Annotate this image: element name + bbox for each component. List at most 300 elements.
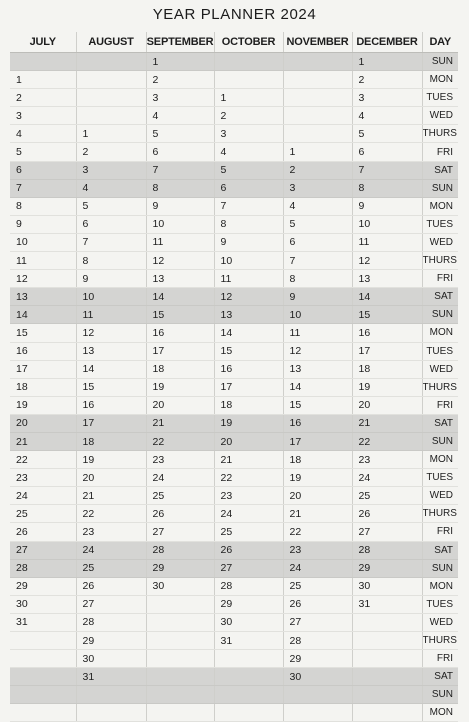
september-cell: 13 <box>146 270 214 288</box>
july-cell <box>10 704 76 722</box>
table-row <box>10 71 458 89</box>
september-cell: 17 <box>146 342 214 360</box>
september-cell: 27 <box>146 523 214 541</box>
august-cell: 23 <box>76 523 146 541</box>
october-cell: 29 <box>214 595 283 613</box>
page-title: YEAR PLANNER 2024 <box>152 6 317 23</box>
header-august: AUGUST <box>76 32 146 53</box>
october-cell: 5 <box>214 161 283 179</box>
day-cell: SAT <box>422 288 458 306</box>
day-cell: TUES <box>422 342 458 360</box>
july-cell: 29 <box>10 577 76 595</box>
october-cell: 6 <box>214 179 283 197</box>
october-cell: 2 <box>214 107 283 125</box>
august-cell: 24 <box>76 541 146 559</box>
august-cell <box>76 71 146 89</box>
table-row <box>10 215 458 233</box>
october-cell: 7 <box>214 197 283 215</box>
july-cell: 13 <box>10 288 76 306</box>
october-cell: 21 <box>214 451 283 469</box>
day-cell: THURS <box>422 378 458 396</box>
day-cell: FRI <box>422 650 458 668</box>
december-cell: 15 <box>352 306 422 324</box>
november-cell: 17 <box>283 432 352 450</box>
july-cell: 9 <box>10 215 76 233</box>
table-row <box>10 541 458 559</box>
october-cell: 15 <box>214 342 283 360</box>
december-cell: 8 <box>352 179 422 197</box>
december-cell: 5 <box>352 125 422 143</box>
october-cell: 26 <box>214 541 283 559</box>
day-cell: TUES <box>422 89 458 107</box>
november-cell: 13 <box>283 360 352 378</box>
table-row <box>10 360 458 378</box>
november-cell <box>283 53 352 71</box>
september-cell: 22 <box>146 432 214 450</box>
day-cell: MON <box>422 197 458 215</box>
october-cell: 27 <box>214 559 283 577</box>
december-cell <box>352 613 422 631</box>
table-row <box>10 143 458 161</box>
july-cell: 1 <box>10 71 76 89</box>
december-cell: 26 <box>352 505 422 523</box>
august-cell: 31 <box>76 668 146 686</box>
november-cell: 19 <box>283 469 352 487</box>
october-cell: 17 <box>214 378 283 396</box>
august-cell: 2 <box>76 143 146 161</box>
september-cell <box>146 632 214 650</box>
day-cell: WED <box>422 613 458 631</box>
table-row <box>10 89 458 107</box>
november-cell: 10 <box>283 306 352 324</box>
day-cell: SUN <box>422 432 458 450</box>
december-cell: 24 <box>352 469 422 487</box>
planner-table <box>10 32 458 722</box>
table-row <box>10 270 458 288</box>
november-cell: 16 <box>283 414 352 432</box>
day-cell: WED <box>422 360 458 378</box>
september-cell: 29 <box>146 559 214 577</box>
day-cell: TUES <box>422 595 458 613</box>
october-cell: 1 <box>214 89 283 107</box>
september-cell: 9 <box>146 197 214 215</box>
july-cell <box>10 53 76 71</box>
table-row <box>10 559 458 577</box>
november-cell: 6 <box>283 233 352 251</box>
october-cell: 8 <box>214 215 283 233</box>
september-cell <box>146 668 214 686</box>
september-cell: 20 <box>146 396 214 414</box>
july-cell: 30 <box>10 595 76 613</box>
july-cell: 17 <box>10 360 76 378</box>
july-cell: 5 <box>10 143 76 161</box>
july-cell: 11 <box>10 252 76 270</box>
august-cell: 22 <box>76 505 146 523</box>
day-cell: MON <box>422 704 458 722</box>
august-cell: 17 <box>76 414 146 432</box>
december-cell: 11 <box>352 233 422 251</box>
september-cell: 14 <box>146 288 214 306</box>
day-cell: THURS <box>422 125 458 143</box>
december-cell: 28 <box>352 541 422 559</box>
july-cell: 24 <box>10 487 76 505</box>
november-cell: 1 <box>283 143 352 161</box>
august-cell: 20 <box>76 469 146 487</box>
october-cell: 20 <box>214 432 283 450</box>
october-cell <box>214 71 283 89</box>
september-cell: 28 <box>146 541 214 559</box>
september-cell: 30 <box>146 577 214 595</box>
august-cell: 10 <box>76 288 146 306</box>
table-row <box>10 342 458 360</box>
august-cell: 28 <box>76 613 146 631</box>
july-cell <box>10 668 76 686</box>
october-cell: 30 <box>214 613 283 631</box>
day-cell: SAT <box>422 541 458 559</box>
december-cell <box>352 704 422 722</box>
table-row <box>10 595 458 613</box>
september-cell <box>146 704 214 722</box>
november-cell: 4 <box>283 197 352 215</box>
july-cell: 22 <box>10 451 76 469</box>
day-cell: MON <box>422 451 458 469</box>
august-cell: 21 <box>76 487 146 505</box>
july-cell: 28 <box>10 559 76 577</box>
day-cell: FRI <box>422 270 458 288</box>
table-row <box>10 107 458 125</box>
december-cell <box>352 686 422 704</box>
november-cell: 11 <box>283 324 352 342</box>
table-row <box>10 378 458 396</box>
july-cell: 25 <box>10 505 76 523</box>
august-cell <box>76 704 146 722</box>
table-row <box>10 487 458 505</box>
december-cell: 14 <box>352 288 422 306</box>
september-cell: 23 <box>146 451 214 469</box>
september-cell <box>146 595 214 613</box>
december-cell: 3 <box>352 89 422 107</box>
day-cell: SAT <box>422 414 458 432</box>
day-cell: SAT <box>422 668 458 686</box>
november-cell: 3 <box>283 179 352 197</box>
table-row <box>10 306 458 324</box>
july-cell: 18 <box>10 378 76 396</box>
december-cell: 10 <box>352 215 422 233</box>
august-cell: 11 <box>76 306 146 324</box>
november-cell: 18 <box>283 451 352 469</box>
table-row <box>10 179 458 197</box>
october-cell: 13 <box>214 306 283 324</box>
october-cell <box>214 53 283 71</box>
december-cell: 19 <box>352 378 422 396</box>
september-cell: 12 <box>146 252 214 270</box>
september-cell: 16 <box>146 324 214 342</box>
november-cell: 26 <box>283 595 352 613</box>
november-cell <box>283 107 352 125</box>
day-cell: SAT <box>422 161 458 179</box>
header-day: DAY <box>422 32 458 53</box>
november-cell: 7 <box>283 252 352 270</box>
august-cell: 18 <box>76 432 146 450</box>
november-cell <box>283 89 352 107</box>
november-cell: 12 <box>283 342 352 360</box>
november-cell: 9 <box>283 288 352 306</box>
september-cell: 7 <box>146 161 214 179</box>
table-row <box>10 161 458 179</box>
december-cell: 27 <box>352 523 422 541</box>
table-row <box>10 252 458 270</box>
july-cell: 2 <box>10 89 76 107</box>
august-cell: 12 <box>76 324 146 342</box>
december-cell: 4 <box>352 107 422 125</box>
december-cell: 20 <box>352 396 422 414</box>
july-cell: 6 <box>10 161 76 179</box>
table-row <box>10 288 458 306</box>
november-cell: 20 <box>283 487 352 505</box>
october-cell <box>214 668 283 686</box>
december-cell: 31 <box>352 595 422 613</box>
day-cell: FRI <box>422 143 458 161</box>
september-cell: 10 <box>146 215 214 233</box>
july-cell: 15 <box>10 324 76 342</box>
table-row <box>10 632 458 650</box>
july-cell: 27 <box>10 541 76 559</box>
october-cell: 22 <box>214 469 283 487</box>
november-cell <box>283 125 352 143</box>
december-cell: 23 <box>352 451 422 469</box>
october-cell: 18 <box>214 396 283 414</box>
august-cell: 16 <box>76 396 146 414</box>
september-cell: 11 <box>146 233 214 251</box>
table-row <box>10 523 458 541</box>
september-cell: 3 <box>146 89 214 107</box>
october-cell: 10 <box>214 252 283 270</box>
december-cell <box>352 650 422 668</box>
november-cell: 24 <box>283 559 352 577</box>
table-row <box>10 469 458 487</box>
august-cell: 3 <box>76 161 146 179</box>
september-cell <box>146 686 214 704</box>
september-cell: 26 <box>146 505 214 523</box>
november-cell: 30 <box>283 668 352 686</box>
october-cell: 19 <box>214 414 283 432</box>
august-cell <box>76 686 146 704</box>
november-cell <box>283 704 352 722</box>
december-cell: 9 <box>352 197 422 215</box>
august-cell: 19 <box>76 451 146 469</box>
july-cell: 21 <box>10 432 76 450</box>
august-cell: 5 <box>76 197 146 215</box>
day-cell: TUES <box>422 469 458 487</box>
december-cell: 7 <box>352 161 422 179</box>
august-cell: 13 <box>76 342 146 360</box>
table-row <box>10 414 458 432</box>
header-july: JULY <box>10 32 76 53</box>
day-cell: WED <box>422 487 458 505</box>
august-cell <box>76 107 146 125</box>
table-row <box>10 613 458 631</box>
august-cell: 8 <box>76 252 146 270</box>
october-cell: 11 <box>214 270 283 288</box>
august-cell: 6 <box>76 215 146 233</box>
october-cell: 14 <box>214 324 283 342</box>
september-cell: 15 <box>146 306 214 324</box>
day-cell: FRI <box>422 396 458 414</box>
august-cell: 15 <box>76 378 146 396</box>
july-cell: 23 <box>10 469 76 487</box>
table-row <box>10 125 458 143</box>
november-cell: 21 <box>283 505 352 523</box>
october-cell: 12 <box>214 288 283 306</box>
october-cell: 4 <box>214 143 283 161</box>
table-row <box>10 197 458 215</box>
day-cell: THURS <box>422 252 458 270</box>
july-cell: 8 <box>10 197 76 215</box>
july-cell: 14 <box>10 306 76 324</box>
july-cell <box>10 686 76 704</box>
july-cell: 20 <box>10 414 76 432</box>
table-row <box>10 432 458 450</box>
august-cell: 1 <box>76 125 146 143</box>
day-cell: THURS <box>422 632 458 650</box>
september-cell: 8 <box>146 179 214 197</box>
october-cell: 23 <box>214 487 283 505</box>
november-cell: 14 <box>283 378 352 396</box>
day-cell: FRI <box>422 523 458 541</box>
header-october: OCTOBER <box>214 32 283 53</box>
july-cell: 7 <box>10 179 76 197</box>
october-cell: 3 <box>214 125 283 143</box>
december-cell: 30 <box>352 577 422 595</box>
day-cell: MON <box>422 577 458 595</box>
day-cell: WED <box>422 107 458 125</box>
august-cell: 4 <box>76 179 146 197</box>
table-row <box>10 668 458 686</box>
july-cell: 26 <box>10 523 76 541</box>
july-cell: 31 <box>10 613 76 631</box>
august-cell: 14 <box>76 360 146 378</box>
july-cell: 16 <box>10 342 76 360</box>
table-row <box>10 451 458 469</box>
day-cell: SUN <box>422 179 458 197</box>
september-cell: 18 <box>146 360 214 378</box>
header-november: NOVEMBER <box>283 32 352 53</box>
day-cell: TUES <box>422 215 458 233</box>
september-cell <box>146 650 214 668</box>
december-cell: 18 <box>352 360 422 378</box>
august-cell: 26 <box>76 577 146 595</box>
december-cell: 13 <box>352 270 422 288</box>
table-row <box>10 396 458 414</box>
december-cell: 22 <box>352 432 422 450</box>
december-cell <box>352 668 422 686</box>
november-cell: 8 <box>283 270 352 288</box>
table-row <box>10 704 458 722</box>
day-cell: SUN <box>422 306 458 324</box>
september-cell: 5 <box>146 125 214 143</box>
december-cell: 2 <box>352 71 422 89</box>
september-cell: 2 <box>146 71 214 89</box>
december-cell: 16 <box>352 324 422 342</box>
july-cell: 3 <box>10 107 76 125</box>
july-cell <box>10 650 76 668</box>
october-cell: 28 <box>214 577 283 595</box>
august-cell: 9 <box>76 270 146 288</box>
december-cell: 21 <box>352 414 422 432</box>
august-cell <box>76 89 146 107</box>
december-cell: 6 <box>352 143 422 161</box>
november-cell <box>283 686 352 704</box>
day-cell: SUN <box>422 559 458 577</box>
december-cell: 29 <box>352 559 422 577</box>
november-cell: 25 <box>283 577 352 595</box>
september-cell: 1 <box>146 53 214 71</box>
november-cell: 22 <box>283 523 352 541</box>
day-cell: WED <box>422 233 458 251</box>
august-cell: 30 <box>76 650 146 668</box>
december-cell <box>352 632 422 650</box>
december-cell: 12 <box>352 252 422 270</box>
november-cell: 23 <box>283 541 352 559</box>
september-cell: 21 <box>146 414 214 432</box>
july-cell <box>10 632 76 650</box>
november-cell: 29 <box>283 650 352 668</box>
day-cell: MON <box>422 324 458 342</box>
august-cell: 29 <box>76 632 146 650</box>
october-cell: 25 <box>214 523 283 541</box>
october-cell <box>214 704 283 722</box>
september-cell: 6 <box>146 143 214 161</box>
table-row <box>10 505 458 523</box>
table-row <box>10 650 458 668</box>
december-cell: 1 <box>352 53 422 71</box>
day-cell: MON <box>422 71 458 89</box>
november-cell: 2 <box>283 161 352 179</box>
july-cell: 4 <box>10 125 76 143</box>
december-cell: 17 <box>352 342 422 360</box>
header-row <box>10 32 458 53</box>
october-cell: 31 <box>214 632 283 650</box>
september-cell: 24 <box>146 469 214 487</box>
table-row <box>10 577 458 595</box>
october-cell: 24 <box>214 505 283 523</box>
header-september: SEPTEMBER <box>146 32 214 53</box>
september-cell: 4 <box>146 107 214 125</box>
august-cell <box>76 53 146 71</box>
october-cell: 9 <box>214 233 283 251</box>
table-row <box>10 233 458 251</box>
table-row <box>10 324 458 342</box>
october-cell <box>214 650 283 668</box>
november-cell: 27 <box>283 613 352 631</box>
table-row <box>10 686 458 704</box>
planner-body <box>10 53 458 722</box>
december-cell: 25 <box>352 487 422 505</box>
october-cell: 16 <box>214 360 283 378</box>
july-cell: 12 <box>10 270 76 288</box>
august-cell: 27 <box>76 595 146 613</box>
day-cell: SUN <box>422 686 458 704</box>
november-cell: 15 <box>283 396 352 414</box>
day-cell: SUN <box>422 53 458 71</box>
header-december: DECEMBER <box>352 32 422 53</box>
september-cell <box>146 613 214 631</box>
november-cell <box>283 71 352 89</box>
august-cell: 7 <box>76 233 146 251</box>
october-cell <box>214 686 283 704</box>
september-cell: 25 <box>146 487 214 505</box>
november-cell: 28 <box>283 632 352 650</box>
